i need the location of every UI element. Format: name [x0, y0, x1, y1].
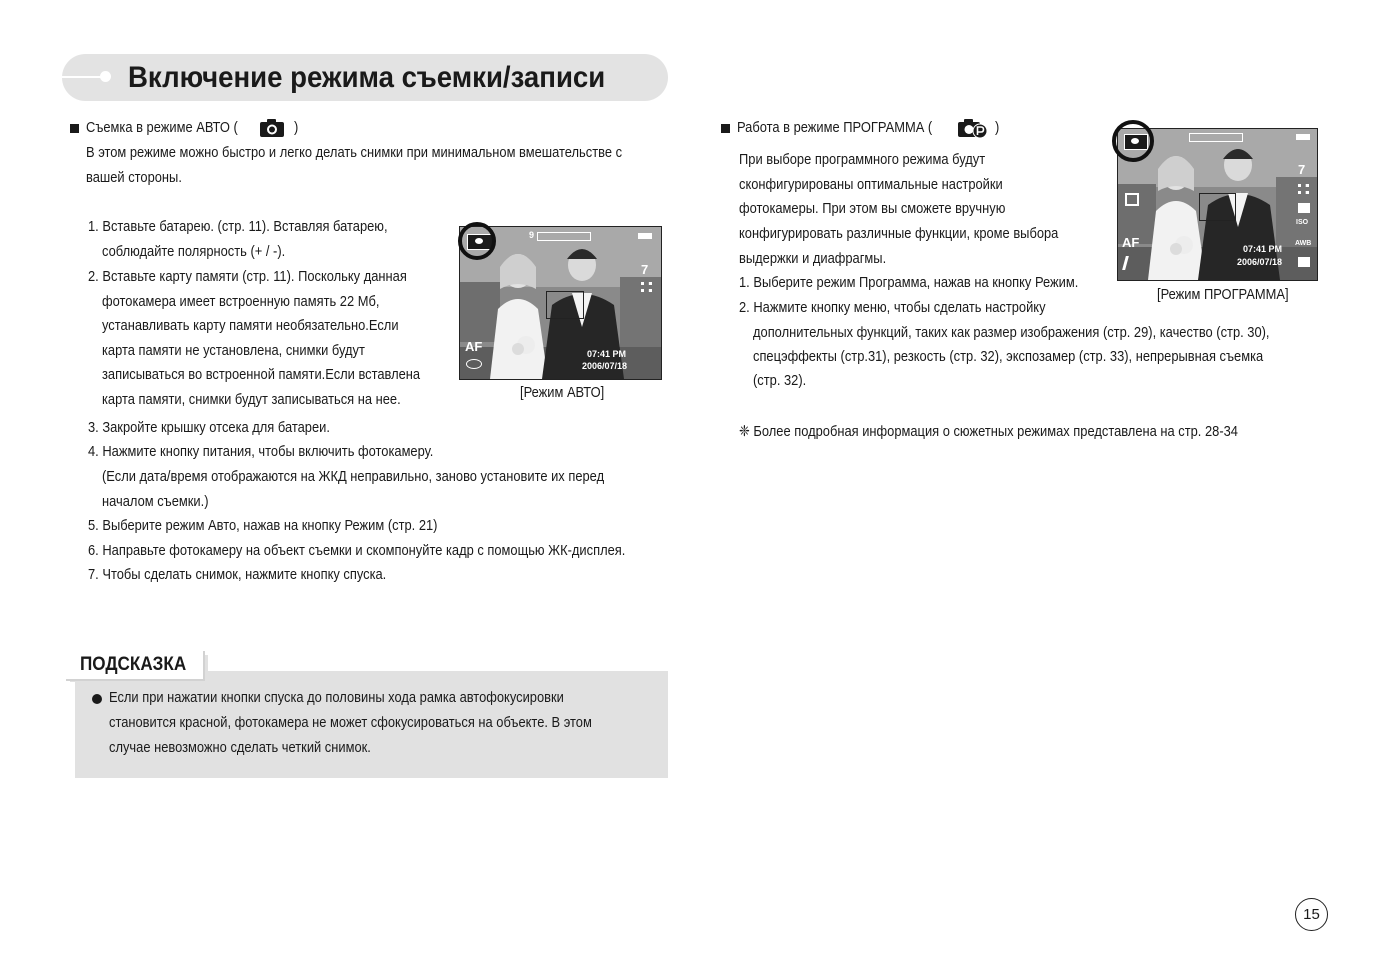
- program-intro-line: фотокамеры. При этом вы сможете вручную: [739, 200, 1006, 217]
- auto-step-line: 6. Направьте фотокамеру на объект съемки и скомпонуйте кадр с помощью ЖК-дисплея.: [88, 542, 626, 559]
- auto-step-line: записываться во встроенной памяти.Если вставлена: [102, 366, 421, 383]
- hint-bullet: [92, 694, 102, 704]
- lcd-time: 07:41 PM: [587, 349, 627, 359]
- metering-icon: [1125, 193, 1139, 206]
- program-intro-line: выдержки и диафрагмы.: [739, 250, 887, 267]
- program-step-line: дополнительных функций, таких как размер изображения (стр. 29), качество (стр. 30),: [753, 324, 1270, 341]
- program-screen-caption: [Режим ПРОГРАММА]: [1157, 286, 1289, 303]
- program-step-line: 1. Выберите режим Программа, нажав на кнопку Режим.: [739, 274, 1079, 291]
- battery-icon: [638, 233, 652, 239]
- auto-intro-line: В этом режиме можно быстро и легко делать снимки при минимальном вмешательстве с: [86, 144, 623, 161]
- page-title: Включение режима съемки/записи: [128, 61, 606, 94]
- battery-icon: [1296, 134, 1310, 140]
- hint-line: становится красной, фотокамера не может сфокусироваться на объекте. В этом: [109, 714, 592, 731]
- auto-step-line: 5. Выберите режим Авто, нажав на кнопку Режим (стр. 21): [88, 517, 438, 534]
- lcd-time: 07:41 PM: [1243, 244, 1283, 254]
- camera-auto-icon: [257, 116, 287, 140]
- auto-step-line: фотокамера имеет встроенную память 22 Мб,: [102, 293, 380, 310]
- lcd-iso: ISO: [1296, 219, 1309, 226]
- auto-step-line: 2. Вставьте карту памяти (стр. 11). Поскольку данная: [88, 268, 407, 285]
- lcd-awb: AWB: [1295, 240, 1312, 247]
- hint-line: Если при нажатии кнопки спуска до половины хода рамка автофокусировки: [109, 689, 564, 706]
- camera-program-icon: [956, 116, 988, 140]
- auto-intro-line: вашей стороны.: [86, 169, 182, 186]
- lcd-shot-count: 9: [529, 230, 535, 240]
- exposure-icon: [1298, 257, 1310, 267]
- mode-highlight-circle: [1112, 120, 1154, 162]
- quality-icon: [641, 282, 652, 292]
- lcd-af-label: AF: [1122, 235, 1140, 250]
- program-intro-line: конфигурировать различные функции, кроме выбора: [739, 225, 1059, 242]
- program-intro-line: При выборе программного режима будут: [739, 151, 986, 168]
- lcd-zoom-bar: [1189, 133, 1243, 142]
- auto-screen-caption: [Режим АВТО]: [520, 384, 605, 401]
- sharpness-icon: [1298, 203, 1310, 213]
- auto-step-line: 4. Нажмите кнопку питания, чтобы включить фотокамеру.: [88, 443, 434, 460]
- section-bullet: [721, 124, 730, 133]
- auto-step-line: 3. Закройте крышку отсека для батареи.: [88, 419, 330, 436]
- auto-step-line: началом съемки.): [102, 493, 209, 510]
- mode-highlight-circle: [458, 222, 496, 260]
- af-frame: [546, 291, 584, 319]
- section-bullet: [70, 124, 79, 133]
- auto-step-line: карта памяти не установлена, снимки будут: [102, 342, 365, 359]
- auto-step-line: соблюдайте полярность (+ / -).: [102, 243, 286, 260]
- lcd-image-size: 7: [1298, 162, 1306, 177]
- page-number: 15: [1303, 906, 1320, 923]
- hint-title: ПОДСКАЗКА: [80, 654, 187, 675]
- eye-icon: [466, 359, 482, 369]
- lcd-date: 2006/07/18: [582, 361, 628, 371]
- program-step-line: (стр. 32).: [753, 372, 807, 389]
- program-note: ❈ Более подробная информация о сюжетных режимах представлена на стр. 28-34: [739, 423, 1238, 440]
- program-intro-line: сконфигурированы оптимальные настройки: [739, 176, 1003, 193]
- auto-step-line: 1. Вставьте батарею. (стр. 11). Вставляя батарею,: [88, 218, 388, 235]
- program-step-line: 2. Нажмите кнопку меню, чтобы сделать настройку: [739, 299, 1046, 316]
- auto-heading: Съемка в режиме АВТО (: [86, 119, 238, 136]
- auto-heading-close: ): [294, 119, 299, 136]
- hint-line: случае невозможно сделать четкий снимок.: [109, 739, 371, 756]
- lcd-date: 2006/07/18: [1237, 257, 1283, 267]
- auto-step-line: (Если дата/время отображаются на ЖКД неправильно, заново установите их перед: [102, 468, 605, 485]
- auto-step-line: карта памяти, снимки будут записываться на нее.: [102, 391, 401, 408]
- auto-step-line: 7. Чтобы сделать снимок, нажмите кнопку спуска.: [88, 566, 387, 583]
- auto-step-line: устанавливать карту памяти необязательно.Если: [102, 317, 399, 334]
- program-heading: Работа в режиме ПРОГРАММА (: [737, 119, 933, 136]
- title-decoration-line: [62, 76, 102, 78]
- program-heading-close: ): [995, 119, 1000, 136]
- lcd-zoom-bar: [537, 232, 591, 241]
- program-step-line: спецэффекты (стр.31), резкость (стр. 32), экспозамер (стр. 33), непрерывная съемка: [753, 348, 1264, 365]
- quality-icon: [1298, 184, 1309, 194]
- af-frame: [1199, 193, 1236, 221]
- lcd-image-size: 7: [641, 262, 649, 277]
- title-decoration-dot: [100, 71, 111, 82]
- lcd-af-label: AF: [465, 339, 483, 354]
